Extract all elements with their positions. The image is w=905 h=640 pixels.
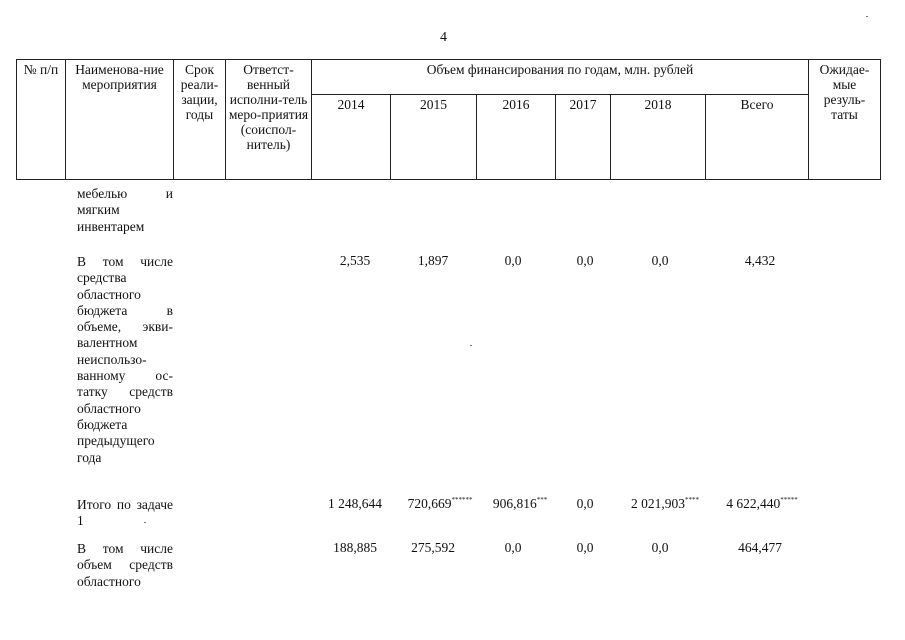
row-label-regional-volume: В том числе объем средств областного bbox=[77, 541, 173, 589]
row2-2015: 720,669****** bbox=[407, 496, 473, 511]
header-col-funding: Объем финансирования по годам, млн. рублей bbox=[312, 60, 809, 95]
row3-2017: 0,0 bbox=[576, 540, 594, 555]
header-col-result: Ожидае-мые резуль-таты bbox=[809, 60, 881, 180]
row3-total: 464,477 bbox=[738, 540, 782, 555]
scan-speck bbox=[866, 16, 868, 17]
header-col-term: Срок реали-зации, годы bbox=[174, 60, 226, 180]
row3-2016: 0,0 bbox=[504, 540, 522, 555]
header-year-2017: 2017 bbox=[556, 95, 611, 180]
header-col-responsible: Ответст-венный исполни-тель меро-приятия (соиспол-нитель) bbox=[226, 60, 312, 180]
row1-2018: 0,0 bbox=[651, 253, 669, 268]
header-total: Всего bbox=[706, 95, 809, 180]
header-col-number: № п/п bbox=[17, 60, 66, 180]
row-label-furniture: мебелью и мягким инвентарем bbox=[77, 186, 173, 234]
row-label-regional-budget: В том числе средства областного бюджета в объеме, экви-валентном неиспользо-ванному ос-татку средств областного бюджета предыдущего года bbox=[77, 254, 173, 465]
header-year-2018: 2018 bbox=[611, 95, 706, 180]
header-year-2014: 2014 bbox=[312, 95, 391, 180]
row2-2014: 1 248,644 bbox=[328, 496, 382, 511]
row3-2015: 275,592 bbox=[411, 540, 455, 555]
row3-2014: 188,885 bbox=[333, 540, 377, 555]
funding-table-header bbox=[16, 59, 881, 180]
header-year-2015: 2015 bbox=[391, 95, 477, 180]
row1-2016: 0,0 bbox=[504, 253, 522, 268]
row1-total: 4,432 bbox=[744, 253, 776, 268]
row1-2014: 2,535 bbox=[339, 253, 371, 268]
row3-2018: 0,0 bbox=[651, 540, 669, 555]
row1-2017: 0,0 bbox=[576, 253, 594, 268]
scan-speck bbox=[470, 345, 472, 346]
header-year-2016: 2016 bbox=[477, 95, 556, 180]
page-number: 4 bbox=[440, 30, 447, 45]
row-label-total-task1: Итого по задаче 1 bbox=[77, 497, 173, 529]
header-col-name: Наименова-ние мероприятия bbox=[66, 60, 174, 180]
row1-2015: 1,897 bbox=[417, 253, 449, 268]
scan-speck bbox=[144, 522, 146, 523]
row2-2016: 906,816*** bbox=[492, 496, 548, 511]
row2-total: 4 622,440***** bbox=[726, 496, 798, 511]
row2-2018: 2 021,903**** bbox=[631, 496, 699, 511]
row2-2017: 0,0 bbox=[576, 496, 594, 511]
